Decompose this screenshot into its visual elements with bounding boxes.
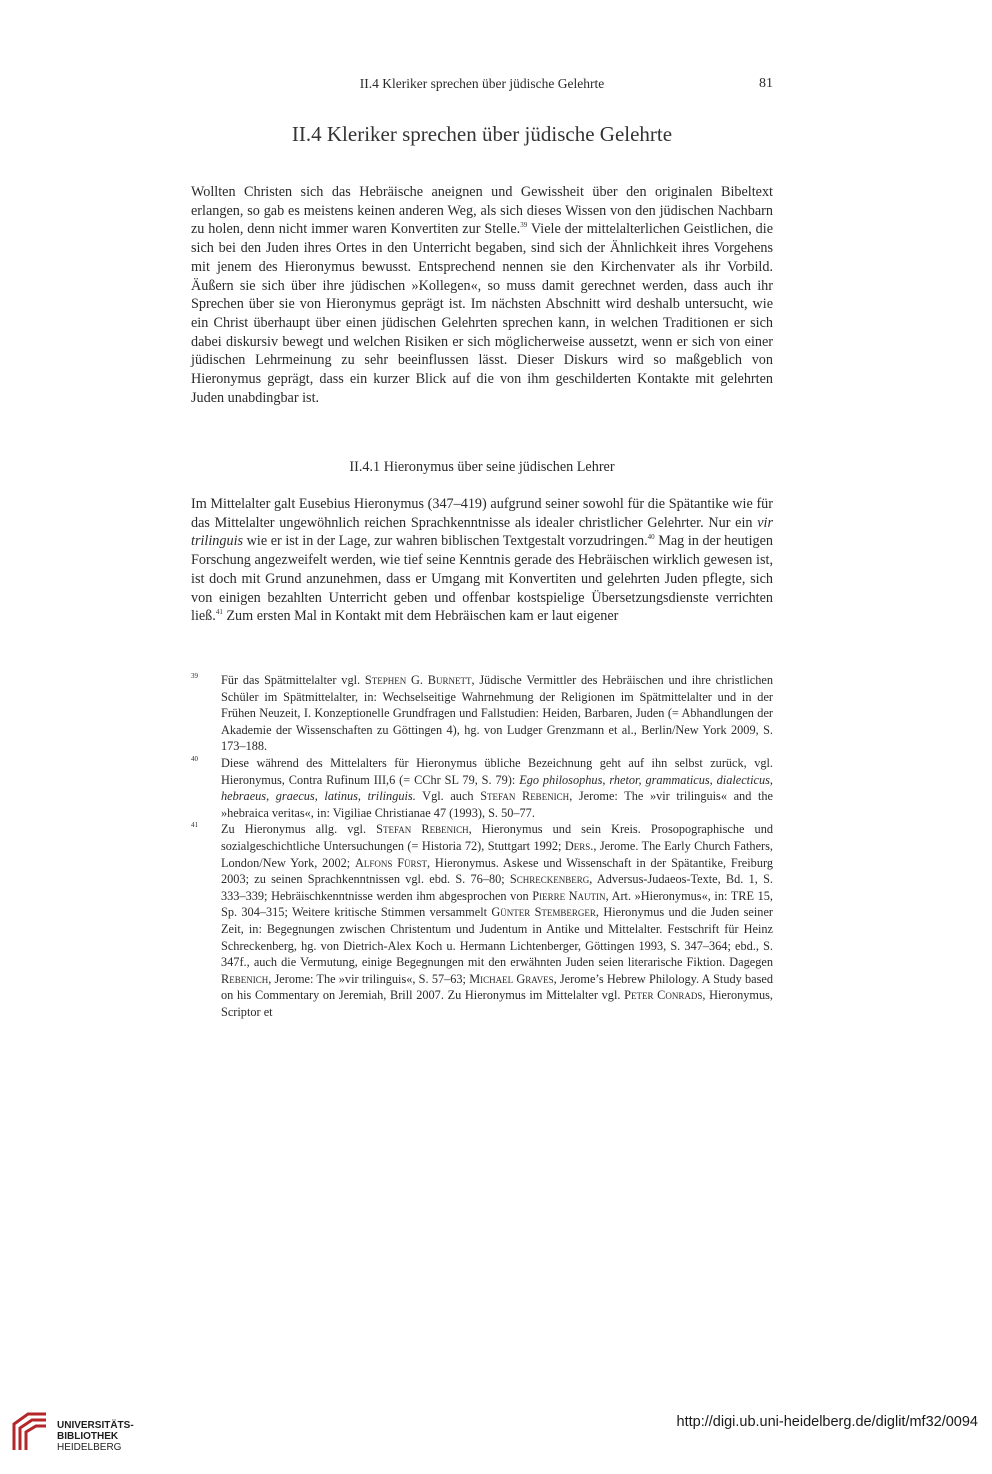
footnote-40 <box>191 755 773 821</box>
author-name: Stefan Rebenich <box>480 789 570 804</box>
logo-line: HEIDELBERG <box>57 1442 122 1453</box>
footnote-text: , Hieronymus. Askese und Wissenschaft in der Spätantike, Freiburg 2003; zu seinen Sprachkenntnissen vgl. ebd. S. 76–80; <box>221 855 773 887</box>
paragraph-text: Wollten Christen sich das Hebräische aneignen und Gewissheit über den originalen Bibeltext erlangen, so gab es meistens keinen anderen Weg, als sich dieses Wissen von den jüdischen Nachbarn zu holen, denn nicht immer waren Konvertiten zur Stelle. <box>191 184 773 238</box>
footnotes <box>191 672 773 1020</box>
footnote-text: , Adversus-Judaeos-Texte, Bd. 1, S. 333–339; Hebräischkenntnisse werden ihm abgesprochen von <box>221 872 773 903</box>
paragraph-text: Viele der mittelalterlichen Geistlichen, die sich bei den Juden ihres Ortes in den Unterricht begaben, sind sich der Ähnlichkeit ihres Vorgehens mit jenem des Hieronymus bewusst. Entsprechend nennen sie den Kirchenvater als ihr Vorbild. Äußern sie sich über ihre jüdischen »Kollegen«, so muss damit gerechnet werden, dass auch ihr Sprechen über sie von Hieronymus geprägt ist. Im nächsten Abschnitt wird deshalb untersucht, wie ein Christ überhaupt über einen jüdischen Gelehrten sprechen kann, in welchen Traditionen er sich dabei diskursiv bewegt und welchen Risiken er sich möglicherweise aussetzt, wenn er sich von einer jüdischen Lehrmeinung zu sehr beeinflussen lässt. Dieser Diskurs wird so maßgeblich von Hieronymus geprägt, dass ein kurzer Blick auf die von ihm geschilderten Kontakte mit gelehrten Juden unabdingbar ist. <box>191 221 773 406</box>
author-name: Pierre Nautin <box>532 888 606 903</box>
italic-term: vir trilinguis <box>191 514 773 550</box>
author-name: Stephen G. Burnett <box>364 673 472 687</box>
author-name: Rebenich <box>221 971 269 986</box>
footnote-39 <box>191 672 773 755</box>
footnote-text: , Jerome: The »vir trilinguis«, S. 57–63; <box>268 971 470 986</box>
footnote-text: , Jerome: The »vir trilinguis« and the »hebraica veritas«, in: Vigiliae Christianae 47 (1993), S. 50–77. <box>221 789 773 820</box>
footnote-text: , Jerome. The Early Church Fathers, London/New York, 2002; <box>221 838 773 870</box>
footnote-text: Für das Spätmittelalter vgl. <box>221 673 365 687</box>
logo-text <box>57 1420 134 1453</box>
footnote-number: 40 <box>191 754 198 763</box>
author-name: Günter Stemberger <box>491 905 596 920</box>
paragraph-text: Mag in der heutigen Forschung angezweifelt werden, wie tief seine Kenntnis gerade des Hebräischen wirklich gewesen ist, ist doch mit Grund anzunehmen, dass er Umgang mit Konvertiten und gelehrten Juden pflegte, sich von einigen bezahlten Unterricht geben und offenbar kostspielige Übersetzungsdienste verrichten ließ. <box>191 533 774 625</box>
footnote-text: , Jüdische Vermittler des Hebräischen und ihre christlichen Schüler im Spätmittelalter, in: Wechselseitige Wahrnehmung der Religionen im Spätmittelalter und in der Frühen Neuzeit, I. Konzeptionelle Grundfragen und Fallstudien: Heiden, Barbaren, Juden (= Abhandlungen der Akademie der Wissenschaften zu Göttingen 4), hg. von Ludger Grenzmann et al., Berlin/New York 2009, S. 173–188. <box>221 673 773 754</box>
logo-line: BIBLIOTHEK <box>57 1431 119 1442</box>
paragraph-intro <box>191 183 773 407</box>
running-head-title: II.4 Kleriker sprechen über jüdische Gelehrte <box>359 76 605 91</box>
library-logo[interactable] <box>10 1410 160 1456</box>
paragraph-text: wie er ist in der Lage, zur wahren biblischen Textgestalt vorzudringen. <box>243 533 648 550</box>
footnote-number: 39 <box>191 672 198 680</box>
page-number: 81 <box>759 76 773 91</box>
author-name: Schreckenberg <box>509 872 590 887</box>
paragraph-text: Im Mittelalter galt Eusebius Hieronymus (347–419) aufgrund seiner sowohl für die Spätantike wie für das Mittelalter ungewöhnlich reichen Sprachkenntnisse als idealer christlicher Gelehrter. Nur ein <box>191 496 773 531</box>
author-name: Stefan Rebenich <box>376 822 469 837</box>
footnote-text: Vgl. auch <box>415 789 481 804</box>
footnote-text: , Jerome’s Hebrew Philology. A Study based on his Commentary on Jeremiah, Brill 2007. Zu Hieronymus im Mittelalter vgl. <box>221 971 773 1003</box>
footnote-text: , Art. »Hieronymus«, in: TRE 15, Sp. 304–315; Weitere kritische Stimmen versammelt <box>221 888 773 920</box>
running-head <box>191 76 773 94</box>
library-emblem-icon <box>10 1410 50 1454</box>
author-name: Peter Conrads <box>624 988 703 1003</box>
footnote-41 <box>191 821 773 1020</box>
footnote-reference[interactable]: 39 <box>520 221 528 230</box>
author-name: Alfons Fürst <box>355 855 428 870</box>
footnote-text: , Hieronymus und sein Kreis. Prosopographische und sozialgeschichtliche Untersuchungen (= Historia 72), Stuttgart 1992; <box>221 822 773 853</box>
author-name: Michael Graves <box>469 971 554 986</box>
chapter-title: II.4 Kleriker sprechen über jüdische Gelehrte <box>291 122 673 146</box>
source-url[interactable]: http://digi.ub.uni-heidelberg.de/diglit/mf32/0094 <box>676 1414 978 1430</box>
footnote-text: , Hieronymus und die Juden seiner Zeit, in: Begegnungen zwischen Christentum und Judentum in Antike und Mittelalter. Festschrift für Heinz Schreckenberg, hg. von Dietrich-Alex Koch u. Hermann Lichtenberger, Göttingen 1993, S. 347–364; ebd., S. 347f., auch die Vermutung, einige Begegnungen mit den erwähnten Juden seien literarische Fiktion. Dagegen <box>221 905 773 970</box>
footnote-number: 41 <box>191 821 198 830</box>
footnote-reference[interactable]: 40 <box>647 533 655 542</box>
footnote-text: , Hieronymus, Scriptor et <box>221 988 773 1019</box>
paragraph-hieronymus <box>191 495 773 626</box>
latin-quote: Ego philosophus, rhetor, grammaticus, dialecticus, hebraeus, graecus, latinus, trilinguis. <box>221 772 773 804</box>
footnote-reference[interactable]: 41 <box>215 608 223 617</box>
paragraph-text: Zum ersten Mal in Kontakt mit dem Hebräischen kam er laut eigener <box>222 608 619 625</box>
logo-line: UNIVERSITÄTS- <box>57 1420 134 1431</box>
section-title: II.4.1 Hieronymus über seine jüdischen Lehrer <box>349 459 615 475</box>
author-name: Ders. <box>564 838 594 853</box>
footnote-text: Diese während des Mittelalters für Hieronymus übliche Bezeichnung geht auf ihn selbst zurück, vgl. Hieronymus, Contra Rufinum III,6 (= CChr SL 79, S. 79): <box>221 755 773 787</box>
footnote-text: Zu Hieronymus allg. vgl. <box>221 822 377 837</box>
